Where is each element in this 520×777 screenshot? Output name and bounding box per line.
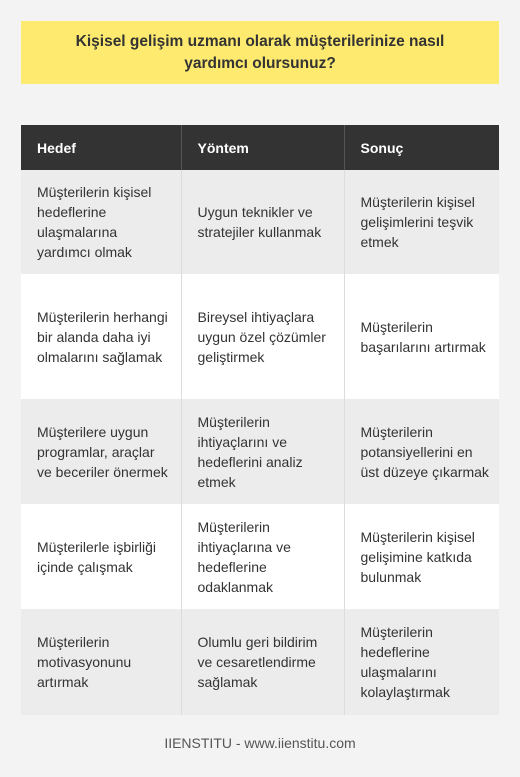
table-cell: Müşterilerin kişisel hedeflerine ulaşmalarına yardımcı olmak — [21, 170, 181, 274]
header-yontem: Yöntem — [181, 125, 344, 170]
header-sonuc: Sonuç — [344, 125, 499, 170]
table-cell: Olumlu geri bildirim ve cesaretlendirme sağlamak — [181, 609, 344, 715]
table-cell: Müşterilerin herhangi bir alanda daha iyi olmalarını sağlamak — [21, 274, 181, 399]
title-banner — [21, 21, 499, 84]
table-cell: Müşterilerle işbirliği içinde çalışmak — [21, 504, 181, 609]
comparison-table — [21, 125, 499, 715]
page-title: Kişisel gelişim uzmanı olarak müşterilerinize nasıl yardımcı olursunuz? — [75, 32, 445, 72]
table-cell: Bireysel ihtiyaçlara uygun özel çözümler geliştirmek — [181, 274, 344, 399]
table-row — [21, 170, 499, 274]
header-hedef: Hedef — [21, 125, 181, 170]
table-row — [21, 609, 499, 715]
table-cell: Müşterilerin kişisel gelişimlerini teşvik etmek — [344, 170, 499, 274]
table-cell: Müşterilerin ihtiyaçlarını ve hedeflerini analiz etmek — [181, 399, 344, 504]
table-cell: Müşterilere uygun programlar, araçlar ve beceriler önermek — [21, 399, 181, 504]
table-row — [21, 274, 499, 399]
table-cell: Müşterilerin kişisel gelişimine katkıda bulunmak — [344, 504, 499, 609]
table-cell: Müşterilerin hedeflerine ulaşmalarını kolaylaştırmak — [344, 609, 499, 715]
table-cell: Müşterilerin başarılarını artırmak — [344, 274, 499, 399]
footer-credit: IIENSTITU - www.iienstitu.com — [164, 735, 356, 751]
table-cell: Uygun teknikler ve stratejiler kullanmak — [181, 170, 344, 274]
table-cell: Müşterilerin potansiyellerini en üst düzeye çıkarmak — [344, 399, 499, 504]
table-row — [21, 399, 499, 504]
table-cell: Müşterilerin motivasyonunu artırmak — [21, 609, 181, 715]
table-cell: Müşterilerin ihtiyaçlarına ve hedeflerine odaklanmak — [181, 504, 344, 609]
table-header-row — [21, 125, 499, 170]
table-row — [21, 504, 499, 609]
